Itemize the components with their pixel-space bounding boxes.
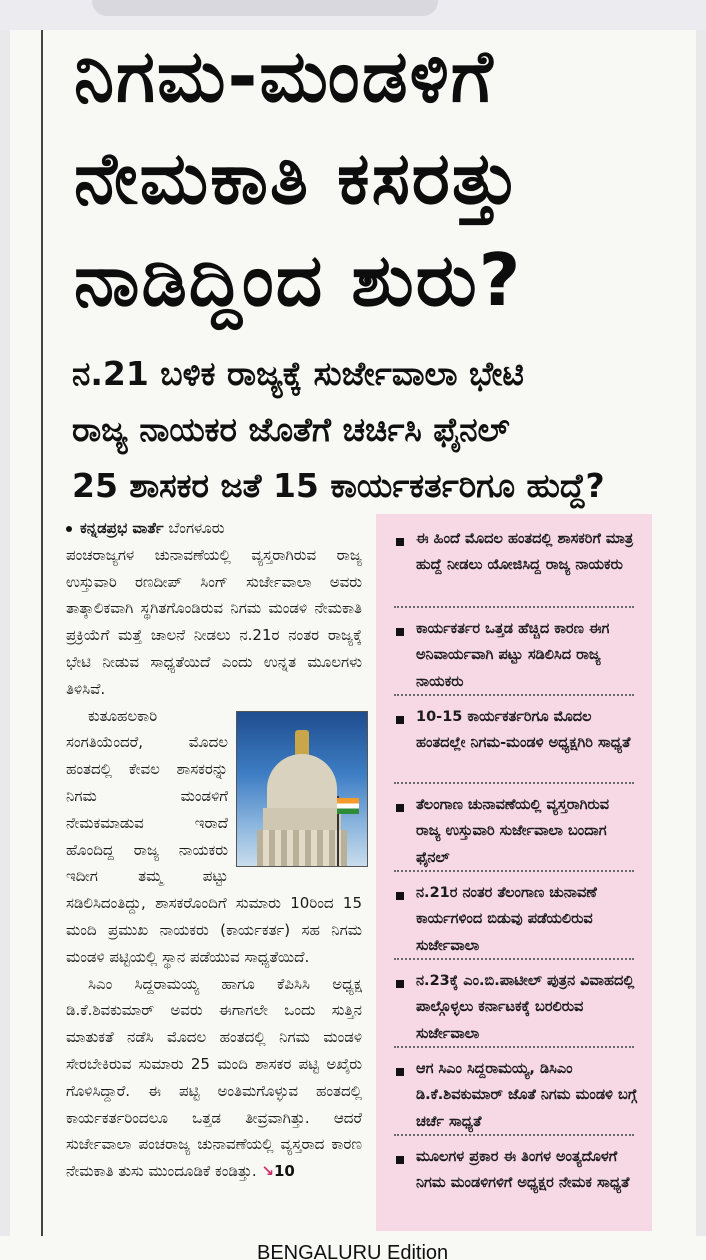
sidebar-item-text: ಮೂಲಗಳ ಪ್ರಕಾರ ಈ ತಿಂಗಳ ಅಂತ್ಯದೊಳಗೆ ನಿಗಮ ಮಂಡಳಿಗಳಿಗೆ ಅಧ್ಯಕ್ಷರ ನೇಮಕ ಸಾಧ್ಯತೆ — [416, 1149, 630, 1192]
sidebar-divider — [394, 1134, 634, 1136]
square-bullet-icon — [396, 716, 404, 724]
article-paragraph-3 — [66, 971, 362, 1185]
vidhana-soudha-photo — [236, 711, 368, 867]
columns-shape — [257, 830, 347, 867]
square-bullet-icon — [396, 980, 404, 988]
article-body — [66, 515, 362, 1185]
square-bullet-icon — [396, 628, 404, 636]
flag-icon — [337, 798, 359, 814]
sidebar-item-text: ನ.23ಕ್ಕೆ ಎಂ.ಬಿ.ಪಾಟೀಲ್ ಪುತ್ರನ ವಿವಾಹದಲ್ಲಿ ಪಾಲ್ಗೊಳ್ಳಲು ಕರ್ನಾಟಕಕ್ಕೆ ಬರಲಿರುವ ಸುರ್ಜೇವಾಲಾ — [416, 973, 635, 1042]
photo-frame — [236, 711, 368, 867]
sidebar-item — [376, 520, 652, 608]
sidebar-item — [376, 1138, 652, 1226]
sidebar-divider — [394, 870, 634, 872]
byline-bullet-icon — [66, 526, 72, 532]
headline-line-3: ನಾಡಿದ್ದಿಂದ ಶುರು? — [74, 238, 523, 322]
article-paragraph-1: ಪಂಚರಾಜ್ಯಗಳ ಚುನಾವಣೆಯಲ್ಲಿ ವ್ಯಸ್ತರಾಗಿರುವ ರಾಜ್ಯ ಉಸ್ತುವಾರಿ ರಣದೀಪ್ ಸಿಂಗ್ ಸುರ್ಜೇವಾಲಾ ಅವರು ತಾತ್ಕಾಲಿಕವಾಗಿ ಸ್ಥಗಿತಗೊಂಡಿರುವ ನಿಗಮ ಮಂಡಳಿ ನೇಮಕಾತಿ ಪ್ರಕ್ರಿಯೆಗೆ ಮತ್ತೆ ಚಾಲನೆ ನೀಡಲು ನ.21ರ ನಂತರ ರಾಜ್ಯಕ್ಕೆ ಭೇಟಿ ನೀಡುವ ಸಾಧ್ಯತೆಯಿದೆ ಎಂದು ಉನ್ನತ ಮೂಲಗಳು ತಿಳಿಸಿವೆ. — [66, 545, 362, 698]
arrow-down-right-icon: ↘ — [261, 1162, 274, 1181]
square-bullet-icon — [396, 1156, 404, 1164]
sidebar-item-text: ಈ ಹಿಂದೆ ಮೊದಲ ಹಂತದಲ್ಲಿ ಶಾಸಕರಿಗೆ ಮಾತ್ರ ಹುದ್ದೆ ನೀಡಲು ಯೋಜಿಸಿದ್ದ ರಾಜ್ಯ ನಾಯಕರು — [416, 531, 634, 574]
sidebar-divider — [394, 958, 634, 960]
sidebar-item — [376, 610, 652, 698]
sidebar-divider — [394, 694, 634, 696]
sidebar-item-text: ನ.21ರ ನಂತರ ತೆಲಂಗಾಣ ಚುನಾವಣೆ ಕಾರ್ಯಗಳಿಂದ ಬಿಡುವು ಪಡೆಯಲಿರುವ ಸುರ್ಜೇವಾಲಾ — [416, 885, 597, 954]
highlights-sidebar — [376, 514, 652, 1231]
article-paragraph-2: ಕುತೂಹಲಕಾರಿ ಸಂಗತಿಯೆಂದರೆ, ಮೊದಲ ಹಂತದಲ್ಲಿ ಕೇವಲ ಶಾಸಕರನ್ನು ನಿಗಮ ಮಂಡಳಿಗೆ ನೇಮಕಮಾಡುವ ಇರಾದೆ ಹೊಂದಿದ್ದ ರಾಜ್ಯ ನಾಯಕರು ಇದೀಗ ತಮ್ಮ ಪಟ್ಟು ಸಡಿಲಿಸಿದಂತಿದ್ದು, ಶಾಸಕರೊಂದಿಗೆ ಸುಮಾರು 10ರಿಂದ 15 ಮಂದಿ ಪ್ರಮುಖ ನಾಯಕರು (ಕಾರ್ಯಕರ್ತ) ಸಹ ನಿಗಮ ಮಂಡಳಿ ಪಟ್ಟಿಯಲ್ಲಿ ಸ್ಥಾನ ಪಡೆಯುವ ಸಾಧ್ಯತೆಯಿದೆ. — [66, 706, 362, 966]
drum-shape — [263, 808, 341, 830]
square-bullet-icon — [396, 804, 404, 812]
sidebar-divider — [394, 782, 634, 784]
subheadline-line-2: ರಾಜ್ಯ ನಾಯಕರ ಜೊತೆಗೆ ಚರ್ಚಿಸಿ ಫೈನಲ್ — [72, 410, 510, 449]
continue-page-number[interactable]: 10 — [274, 1162, 295, 1181]
sidebar-item — [376, 786, 652, 874]
edition-label: BENGALURU Edition — [257, 1242, 449, 1260]
sidebar-item-text: 10-15 ಕಾರ್ಯಕರ್ತರಿಗೂ ಮೊದಲ ಹಂತದಲ್ಲೇ ನಿಗಮ-ಮಂಡಳಿ ಅಧ್ಯಕ್ಷಗಿರಿ ಸಾಧ್ಯತೆ — [416, 709, 631, 752]
byline-place: ಬೆಂಗಳೂರು — [168, 519, 225, 537]
byline-source: ಕನ್ನಡಪ್ರಭ ವಾರ್ತೆ — [80, 519, 164, 537]
sidebar-divider — [394, 1046, 634, 1048]
sidebar-item-text: ತೆಲಂಗಾಣ ಚುನಾವಣೆಯಲ್ಲಿ ವ್ಯಸ್ತರಾಗಿರುವ ರಾಜ್ಯ ಉಸ್ತುವಾರಿ ಸುರ್ಜೇವಾಲಾ ಬಂದಾಗ ಫೈನಲ್ — [416, 797, 610, 866]
square-bullet-icon — [396, 892, 404, 900]
sidebar-item-text: ಕಾರ್ಯಕರ್ತರ ಒತ್ತಡ ಹೆಚ್ಚಿದ ಕಾರಣ ಈಗ ಅನಿವಾರ್ಯವಾಗಿ ಪಟ್ಟು ಸಡಿಲಿಸಿದ ರಾಜ್ಯ ನಾಯಕರು — [416, 621, 610, 690]
subheadline-line-3: 25 ಶಾಸಕರ ಜತೆ 15 ಕಾರ್ಯಕರ್ತರಿಗೂ ಹುದ್ದೆ? — [72, 466, 605, 505]
headline-line-2: ನೇಮಕಾತಿ ಕಸರತ್ತು — [74, 136, 522, 220]
article-wrap-block — [66, 703, 362, 1185]
sidebar-item-text: ಆಗ ಸಿಎಂ ಸಿದ್ದರಾಮಯ್ಯ, ಡಿಸಿಎಂ ಡಿ.ಕೆ.ಶಿವಕುಮಾರ್ ಜೊತೆ ನಿಗಮ ಮಂಡಳಿ ಬಗ್ಗೆ ಚರ್ಚೆ ಸಾಧ್ಯತೆ — [416, 1061, 638, 1130]
sidebar-item — [376, 962, 652, 1050]
sidebar-divider — [394, 606, 634, 608]
column-rule — [41, 30, 43, 1236]
headline-line-1: ನಿಗಮ-ಮಂಡಳಿಗೆ — [74, 34, 495, 118]
address-pill[interactable] — [92, 0, 438, 16]
article-paragraph-3-text: ಸಿಎಂ ಸಿದ್ದರಾಮಯ್ಯ ಹಾಗೂ ಕೆಪಿಸಿಸಿ ಅಧ್ಯಕ್ಷ ಡಿ.ಕೆ.ಶಿವಕುಮಾರ್ ಅವರು ಈಗಾಗಲೇ ಒಂದು ಸುತ್ತಿನ ಮಾತುಕತೆ ನಡೆಸಿ ಮೊದಲ ಹಂತದಲ್ಲಿ ನಿಗಮ ಮಂಡಳಿ ಸೇರಬೇಕಿರುವ ಸುಮಾರು 25 ಮಂದಿ ಶಾಸಕರ ಪಟ್ಟಿ ಅಖೈರು ಗೊಳಿಸಿದ್ದಾರೆ. ಈ ಪಟ್ಟಿ ಅಂತಿಮಗೊಳ್ಳುವ ಹಂತದಲ್ಲಿ ಕಾರ್ಯಕರ್ತರಿಂದಲೂ ಒತ್ತಡ ತೀವ್ರವಾಗಿತ್ತು. ಆದರೆ ಸುರ್ಜೇವಾಲಾ ಪಂಚರಾಜ್ಯ ಚುನಾವಣೆಯಲ್ಲಿ ವ್ಯಸ್ತರಾದ ಕಾರಣ ನೇಮಕಾತಿ ತುಸು ಮುಂದೂಡಿಕೆ ಕಂಡಿತ್ತು. — [66, 974, 362, 1181]
square-bullet-icon — [396, 1068, 404, 1076]
byline — [66, 515, 362, 542]
subheadline-line-1: ನ.21 ಬಳಿಕ ರಾಜ್ಯಕ್ಕೆ ಸುರ್ಜೇವಾಲಾ ಭೇಟಿ — [72, 354, 524, 393]
sidebar-item — [376, 698, 652, 786]
sidebar-item — [376, 1050, 652, 1138]
square-bullet-icon — [396, 538, 404, 546]
sidebar-item — [376, 874, 652, 962]
